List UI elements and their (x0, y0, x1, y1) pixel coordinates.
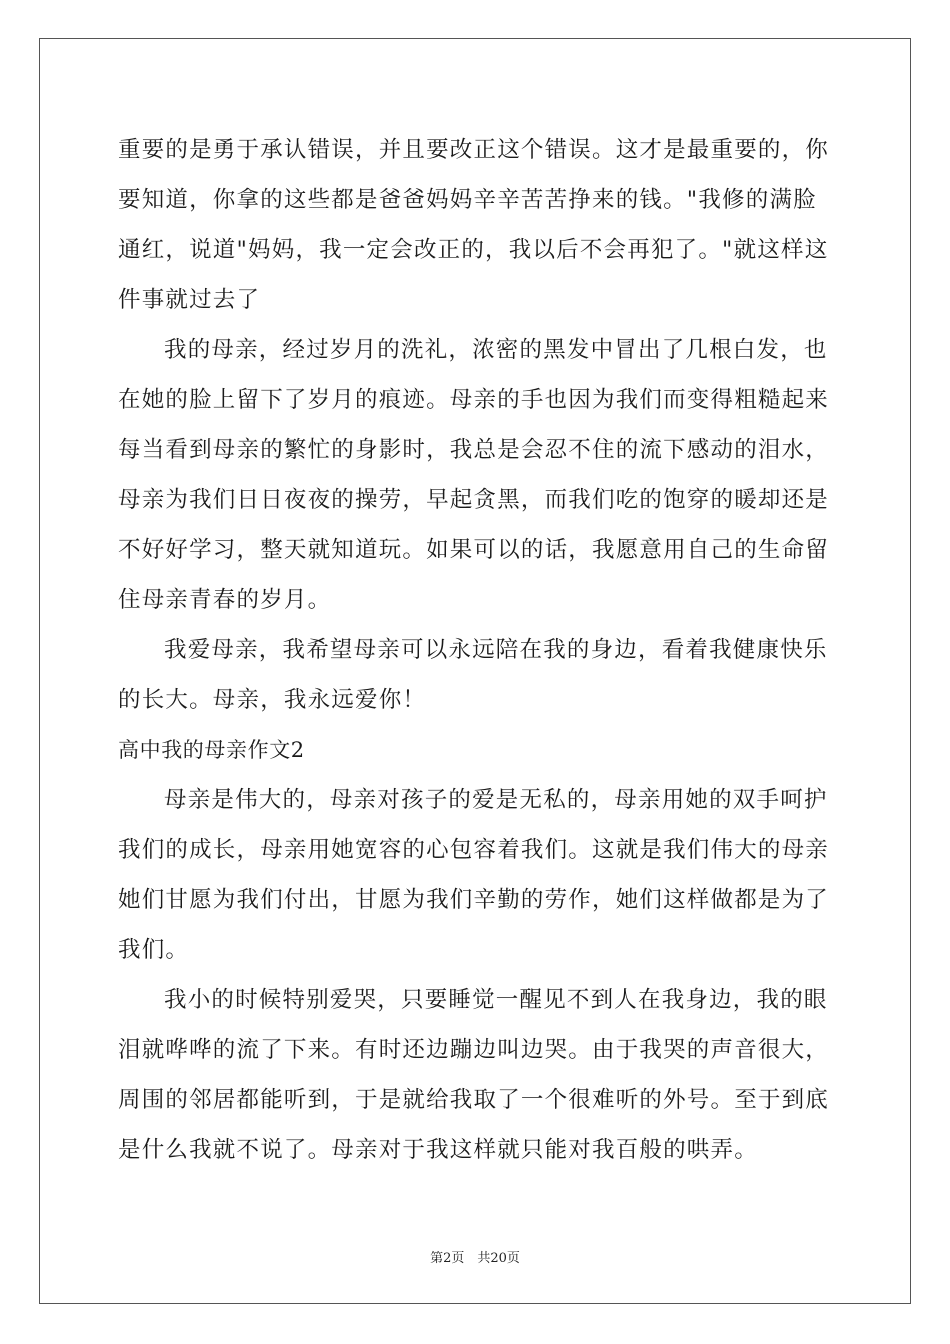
section-heading: 高中我的母亲作文2 (118, 738, 305, 762)
text-line: 住母亲青春的岁月。 (118, 587, 332, 613)
paragraph-first-line: 我爱母亲，我希望母亲可以永远陪在我的身边，看着我健康快乐 (164, 637, 828, 663)
text-line: 每当看到母亲的繁忙的身影时，我总是会忍不住的流下感动的泪水， (118, 437, 830, 463)
text-line: 她们甘愿为我们付出，甘愿为我们辛勤的劳作，她们这样做都是为了 (118, 887, 830, 913)
text-line: 的长大。母亲，我永远爱你！ (118, 687, 427, 713)
paragraph-first-line: 我小的时候特别爱哭，只要睡觉一醒见不到人在我身边，我的眼 (164, 987, 828, 1013)
text-line: 我们。 (118, 937, 190, 963)
document-body (118, 125, 834, 1175)
text-line: 在她的脸上留下了岁月的痕迹。母亲的手也因为我们而变得粗糙起来 (118, 387, 830, 413)
text-line: 要知道，你拿的这些都是爸爸妈妈辛辛苦苦挣来的钱。"我修的满脸 (118, 187, 817, 213)
text-line: 泪就哗哗的流了下来。有时还边蹦边叫边哭。由于我哭的声音很大， (118, 1037, 830, 1063)
paragraph-first-line: 母亲是伟大的，母亲对孩子的爱是无私的，母亲用她的双手呵护 (164, 787, 828, 813)
text-line: 通红，说道"妈妈，我一定会改正的，我以后不会再犯了。"就这样这 (118, 237, 829, 263)
text-line: 是什么我就不说了。母亲对于我这样就只能对我百般的哄弄。 (118, 1137, 758, 1163)
text-line: 重要的是勇于承认错误，并且要改正这个错误。这才是最重要的，你 (118, 137, 830, 163)
text-line: 我们的成长，母亲用她宽容的心包容着我们。这就是我们伟大的母亲 (118, 837, 830, 863)
page-number: 第2页 共20页 (430, 1251, 520, 1266)
text-line: 件事就过去了 (118, 287, 261, 313)
paragraph-first-line: 我的母亲，经过岁月的洗礼，浓密的黑发中冒出了几根白发，也 (164, 337, 828, 363)
text-line: 母亲为我们日日夜夜的操劳，早起贪黑，而我们吃的饱穿的暖却还是 (118, 487, 830, 513)
text-line: 周围的邻居都能听到，于是就给我取了一个很难听的外号。至于到底 (118, 1087, 830, 1113)
text-line: 不好好学习，整天就知道玩。如果可以的话，我愿意用自己的生命留 (118, 537, 830, 563)
